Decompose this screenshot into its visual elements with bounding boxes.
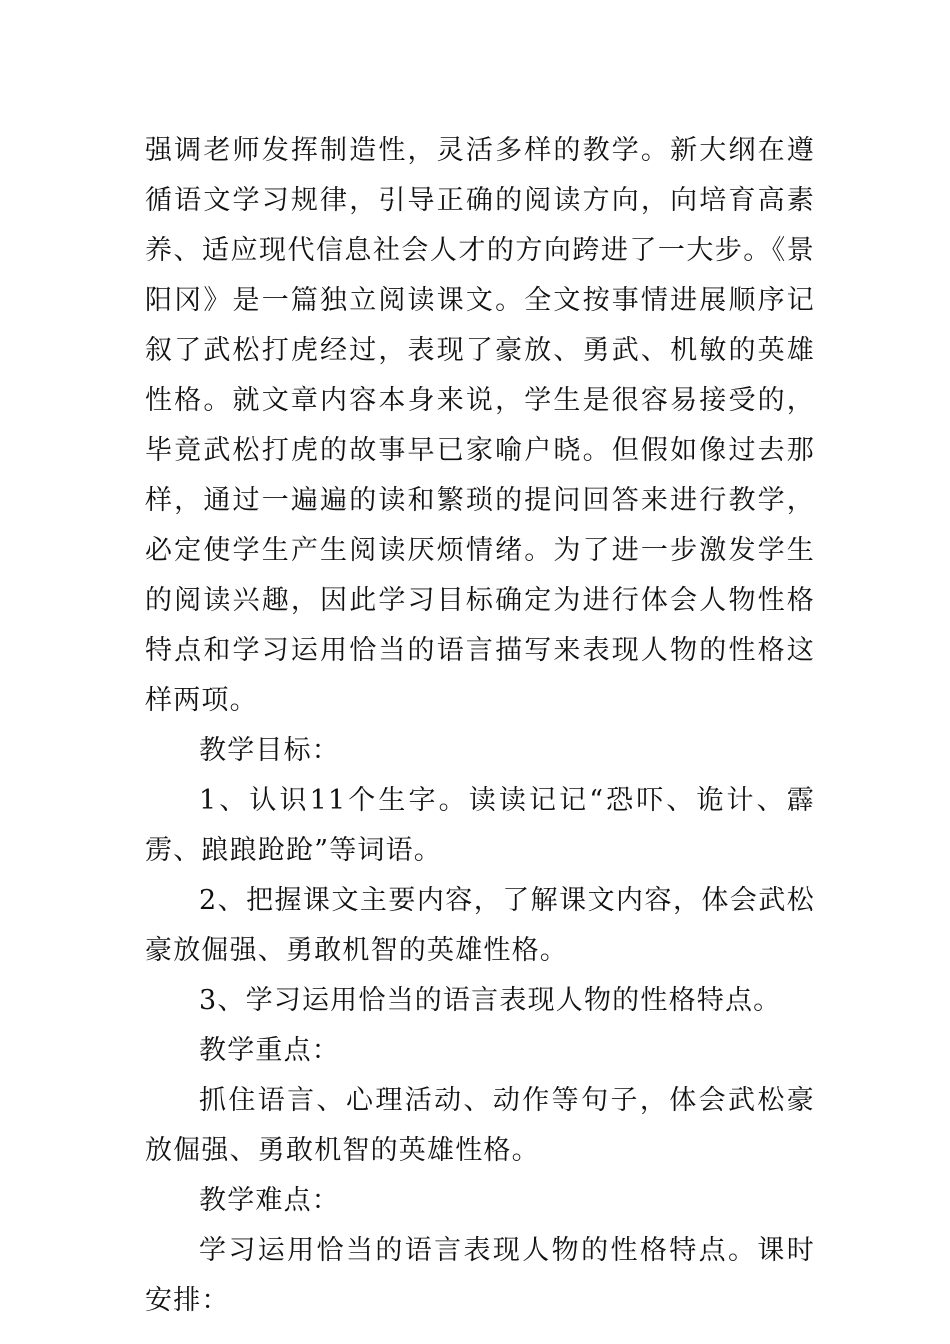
- teaching-difficulty-paragraph: 学习运用恰当的语言表现人物的性格特点。课时安排：: [145, 1235, 815, 1316]
- teaching-difficulty-heading: 教学难点：: [199, 1185, 340, 1216]
- teaching-focus-paragraph: 抓住语言、心理活动、动作等句子，体会武松豪放倔强、勇敢机智的英雄性格。: [145, 1085, 815, 1166]
- intro-paragraph: 强调老师发挥制造性，灵活多样的教学。新大纲在遵循语文学习规律，引导正确的阅读方向，向培育高素养、适应现代信息社会人才的方向跨进了一大步。《景阳冈》是一篇独立阅读课文。全文按事情进展顺序记叙了武松打虎经过，表现了豪放、勇武、机敏的英雄性格。就文章内容本身来说，学生是很容易接受的，毕竟武松打虎的故事早已家喻户晓。但假如像过去那样，通过一遍遍的读和繁琐的提问回答来进行教学，必定使学生产生阅读厌烦情绪。为了进一步激发学生的阅读兴趣，因此学习目标确定为进行体会人物性格特点和学习运用恰当的语言描写来表现人物的性格这样两项。: [145, 135, 815, 716]
- goal-item-1: 1、认识11个生字。读读记记“恐吓、诡计、霹雳、踉踉跄跄”等词语。: [145, 785, 815, 866]
- document-body: [145, 126, 815, 1326]
- goal-item-2: 2、把握课文主要内容，了解课文内容，体会武松豪放倔强、勇敢机智的英雄性格。: [145, 885, 815, 966]
- teaching-goals-heading: 教学目标：: [199, 735, 340, 766]
- goal-item-3: 3、学习运用恰当的语言表现人物的性格特点。: [199, 985, 782, 1016]
- teaching-focus-heading: 教学重点：: [199, 1035, 340, 1066]
